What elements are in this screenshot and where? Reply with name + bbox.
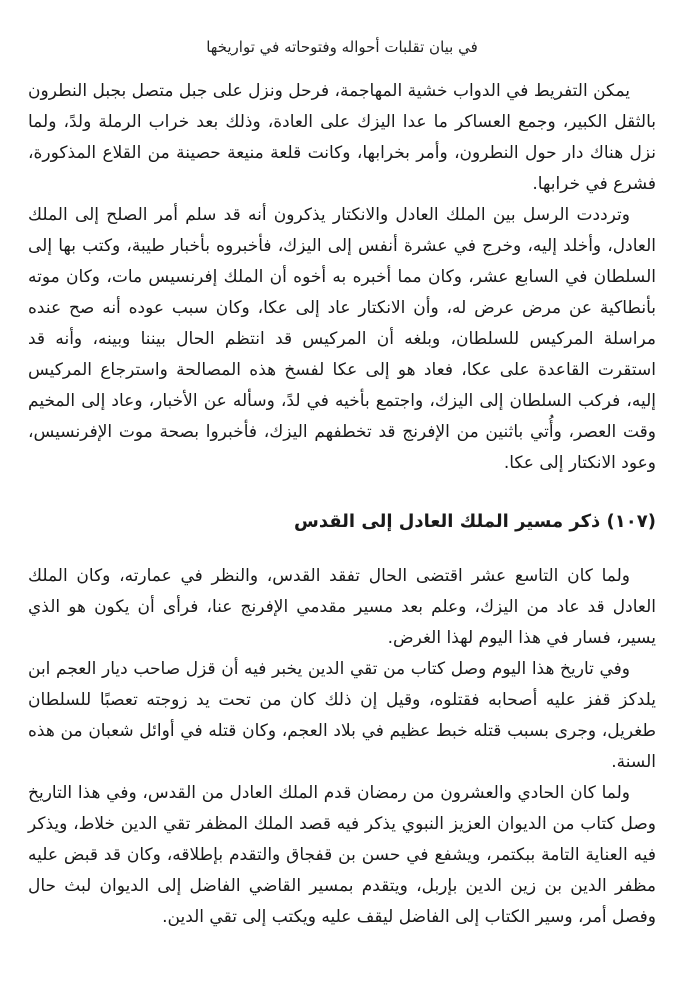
paragraph: وفي تاريخ هذا اليوم وصل كتاب من تقي الدين يخبر فيه أن قزل صاحب ديار العجم ابن يلدكز قفز عليه أصحابه فقتلوه، وقيل إن ذلك كان من تحت يد زوجته تعصبًا للسلطان طغريل، وجرى بسبب قتله خبط عظيم في بلاد العجم، وكان قتله في أوائل شعبان من هذه السنة.	[28, 659, 656, 772]
paragraph: وترددت الرسل بين الملك العادل والانكتار يذكرون أنه قد سلم أمر الصلح إلى الملك العادل، وأخلد إليه، وخرج في عشرة أنفس إلى اليزك، فأخبروه بأخبار طيبة، وكتب بها إلى السلطان في السابع عشر، وكان مما أخبره به أخوه أن الملك إفرنسيس مات، وكان موته بأنطاكية عن مرض عرض له، وأن الانكتار عاد إلى عكا، وكان سبب عوده أنه صح عنده مراسلة المركيس للسلطان، وبلغه أن المركيس قد انتظم الحال بيننا وبينه، وأنه قد استقرت القاعدة على عكا، فعاد هو إلى عكا لفسخ هذه المصالحة واسترجاع المركيس إليه، فركب السلطان إلى اليزك، واجتمع بأخيه في لدً، وسأله عن الأخبار، وعاد إلى المخيم وقت العصر، وأُتي باثنين من الإفرنج قد تخطفهم اليزك، فأخبروا بصحة موت الإفرنسيس، وعود الانكتار إلى عكا.	[28, 205, 656, 473]
paragraph: يمكن التفريط في الدواب خشية المهاجمة، فرحل ونزل على جبل متصل بجبل النطرون بالثقل الكبير، وجمع العساكر ما عدا اليزك على العادة، وذلك بعد خراب الرملة ولدً، ولما نزل هناك دار حول النطرون، وأمر بخرابها، وكانت قلعة منيعة حصينة من القلاع المذكورة، فشرع في خرابها.	[28, 81, 656, 194]
paragraph: ولما كان التاسع عشر اقتضى الحال تفقد القدس، والنظر في عمارته، وكان الملك العادل قد عاد من اليزك، وعلم بعد مسير مقدمي الإفرنج عنا، فرأى أن يكون هو الذي يسير، فسار في هذا اليوم لهذا الغرض.	[28, 566, 656, 648]
running-header: في بيان تقلبات أحواله وفتوحاته في تواريخها	[206, 38, 478, 56]
paragraph: ولما كان الحادي والعشرون من رمضان قدم الملك العادل من القدس، وفي هذا التاريخ وصل كتاب من الديوان العزيز النبوي يذكر فيه قصد الملك المظفر تقي الدين خلاط، ويذكر فيه العناية التامة ببكتمر، ويشفع في حسن بن قفجاق والتقدم بإطلاقه، وكان قد قبض عليه مظفر الدين بن زين الدين بإربل، ويتقدم بمسير القاضي الفاضل إلى الديوان لبث حال وفصل أمر، وسير الكتاب إلى الفاضل ليقف عليه ويكتب إلى تقي الدين.	[28, 783, 656, 927]
section-heading: (١٠٧) ذكر مسير الملك العادل إلى القدس	[293, 511, 656, 532]
